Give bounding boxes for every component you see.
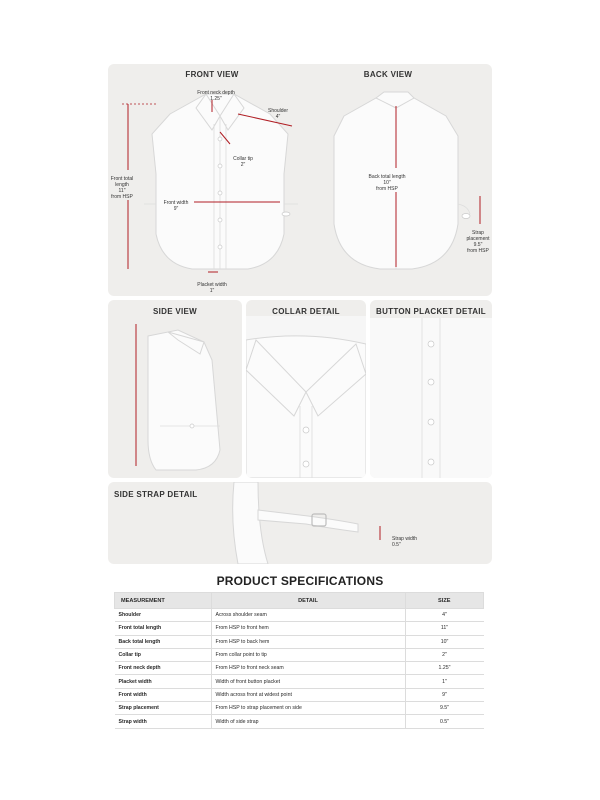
strap-placement-label: Strap placement 9.5" from HSP bbox=[466, 230, 490, 254]
measurement-cell: Front total length bbox=[115, 622, 212, 635]
detail-cell: From collar point to tip bbox=[211, 648, 405, 661]
side-view-panel bbox=[108, 300, 242, 478]
header-size: SIZE bbox=[405, 593, 484, 609]
front-back-panel bbox=[108, 64, 492, 296]
strap-detail-title: SIDE STRAP DETAIL bbox=[114, 490, 198, 499]
placket-detail-title: BUTTON PLACKET DETAIL bbox=[376, 307, 486, 316]
detail-cell: From HSP to back hem bbox=[211, 635, 405, 648]
table-row bbox=[115, 648, 484, 661]
table-row bbox=[115, 688, 484, 701]
front-total-length-label: Front total length 11" from HSP bbox=[108, 170, 136, 200]
side-view-title: SIDE VIEW bbox=[152, 307, 198, 316]
back-view-title: BACK VIEW bbox=[363, 70, 413, 79]
specs-table bbox=[114, 592, 484, 729]
placket-width-label: Placket width 1" bbox=[197, 282, 227, 294]
collar-detail-illustration bbox=[246, 300, 366, 478]
measurement-cell: Front width bbox=[115, 688, 212, 701]
size-cell: 10" bbox=[405, 635, 484, 648]
front-width-label: Front width 9" bbox=[158, 194, 194, 212]
detail-cell: Width across front at widest point bbox=[211, 688, 405, 701]
measurement-cell: Shoulder bbox=[115, 609, 212, 622]
size-cell: 9" bbox=[405, 688, 484, 701]
measurement-cell: Placket width bbox=[115, 675, 212, 688]
table-row bbox=[115, 715, 484, 728]
detail-cell: From HSP to front hem bbox=[211, 622, 405, 635]
table-row bbox=[115, 622, 484, 635]
measurement-cell: Back total length bbox=[115, 635, 212, 648]
detail-cell: From HSP to strap placement on side bbox=[211, 702, 405, 715]
size-cell: 0.5" bbox=[405, 715, 484, 728]
measurement-cell: Strap width bbox=[115, 715, 212, 728]
table-row bbox=[115, 635, 484, 648]
size-cell: 2" bbox=[405, 648, 484, 661]
collar-detail-title: COLLAR DETAIL bbox=[272, 307, 340, 316]
table-row bbox=[115, 609, 484, 622]
measurement-cell: Front neck depth bbox=[115, 662, 212, 675]
strap-detail-panel bbox=[108, 482, 492, 564]
front-back-illustration bbox=[108, 64, 492, 296]
detail-cell: Width of front button placket bbox=[211, 675, 405, 688]
measurement-cell: Collar tip bbox=[115, 648, 212, 661]
detail-cell: Across shoulder seam bbox=[211, 609, 405, 622]
side-view-illustration bbox=[108, 300, 242, 478]
size-cell: 11" bbox=[405, 622, 484, 635]
shoulder-label: Shoulder 4" bbox=[267, 108, 288, 120]
collar-tip-label: Collar tip 2" bbox=[233, 156, 253, 168]
placket-detail-illustration bbox=[370, 300, 492, 478]
detail-cell: From HSP to front neck seam bbox=[211, 662, 405, 675]
back-total-length-label: Back total length 10" from HSP bbox=[364, 168, 410, 192]
header-detail: DETAIL bbox=[211, 593, 405, 609]
size-cell: 1" bbox=[405, 675, 484, 688]
size-cell: 9.5" bbox=[405, 702, 484, 715]
size-cell: 4" bbox=[405, 609, 484, 622]
detail-cell: Width of side strap bbox=[211, 715, 405, 728]
table-row bbox=[115, 702, 484, 715]
specs-header-row bbox=[115, 593, 484, 609]
specs-title: PRODUCT SPECIFICATIONS bbox=[216, 574, 384, 588]
front-neck-depth-label: Front neck depth 1.25" bbox=[197, 90, 235, 102]
size-cell: 1.25" bbox=[405, 662, 484, 675]
measurement-cell: Strap placement bbox=[115, 702, 212, 715]
collar-detail-panel bbox=[246, 300, 366, 478]
strap-width-label: Strap width 0.5" bbox=[392, 536, 418, 548]
front-view-title: FRONT VIEW bbox=[185, 70, 239, 79]
table-row bbox=[115, 662, 484, 675]
placket-detail-panel bbox=[370, 300, 492, 478]
header-measurement: MEASUREMENT bbox=[115, 593, 212, 609]
table-row bbox=[115, 675, 484, 688]
